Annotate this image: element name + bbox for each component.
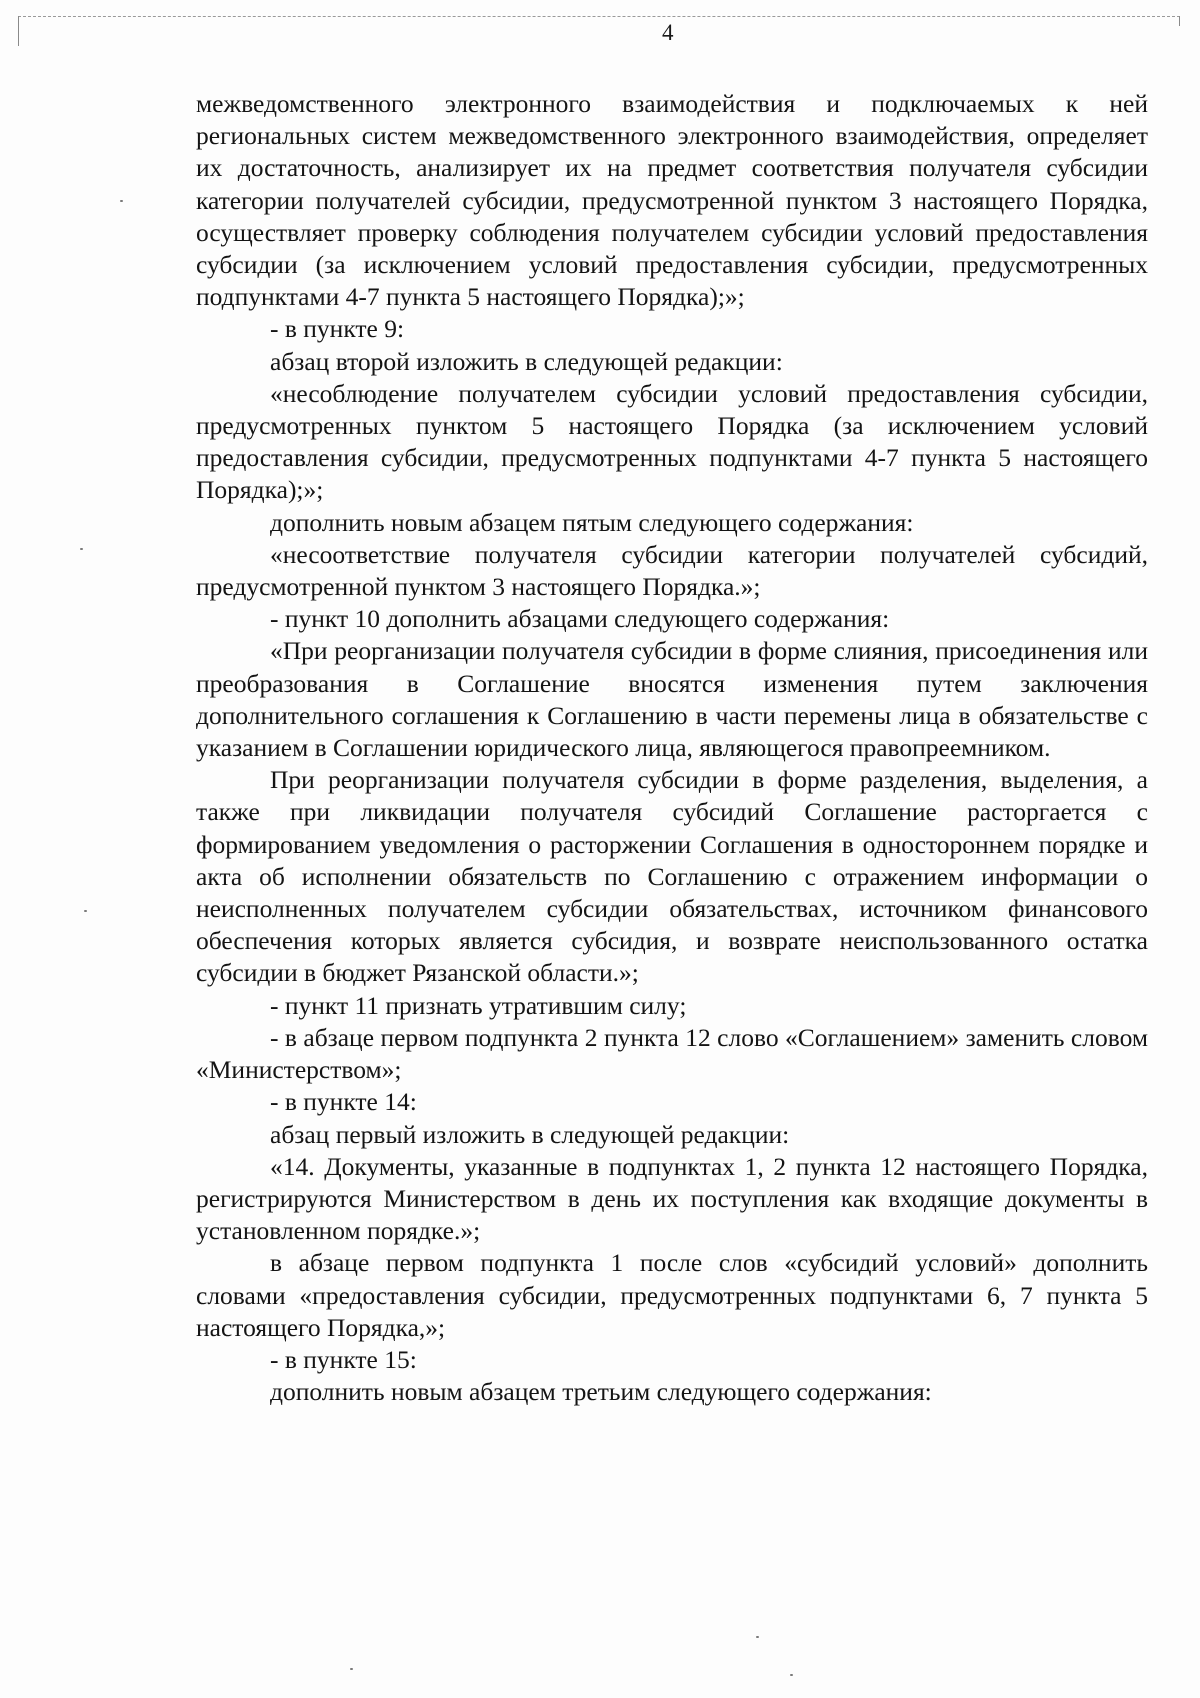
paragraph: «14. Документы, указанные в подпунктах 1, 2 пункта 12 настоящего Порядка, регистрируются Министерством в день их поступления как входящие документы в установленном порядке.»; [196, 1151, 1148, 1246]
scan-right-edge [1179, 16, 1180, 26]
scan-speck [756, 1636, 759, 1638]
scan-speck [80, 548, 83, 550]
paragraph: - в абзаце первом подпункта 2 пункта 12 слово «Соглашением» заменить словом «Министерством»; [196, 1022, 1148, 1085]
scan-left-edge [18, 16, 19, 46]
paragraph: «несоблюдение получателем субсидии условий предоставления субсидии, предусмотренных пунктом 5 настоящего Порядка (за исключением условий предоставления субсидии, предусмотренных подпунктами 4-7 пункта 5 настоящего Порядка);»; [196, 378, 1148, 505]
paragraph: - в пункте 14: [270, 1087, 417, 1117]
paragraph: - пункт 10 дополнить абзацами следующего содержания: [270, 604, 890, 634]
paragraph: - пункт 11 признать утратившим силу; [270, 990, 687, 1020]
paragraph: «При реорганизации получателя субсидии в форме слияния, присоединения или преобразования в Соглашение вносятся изменения путем заключения дополнительного соглашения к Соглашению в части перемены лица в обязательстве с указанием в Соглашении юридического лица, являющегося правопреемником. [196, 636, 1148, 763]
paragraph: абзац первый изложить в следующей редакции: [270, 1119, 790, 1149]
paragraph: в абзаце первом подпункта 1 после слов «субсидий условий» дополнить словами «предоставления субсидии, предусмотренных подпунктами 6, 7 пункта 5 настоящего Порядка,»; [196, 1248, 1148, 1342]
paragraph: межведомственного электронного взаимодействия и подключаемых к ней региональных систем межведомственного электронного взаимодействия, определяет их достаточность, анализирует их на предмет соответствия получателя субсидии категории получателей субсидии, предусмотренной пунктом 3 настоящего Порядка, осуществляет проверку соблюдения получателем субсидии условий предоставления субсидии (за исключением условий предоставления субсидии, предусмотренных подпунктами 4-7 пункта 5 настоящего Порядка);»; [196, 89, 1148, 312]
scan-speck [350, 1668, 353, 1670]
document-body [196, 88, 1148, 1408]
scan-speck [84, 910, 87, 912]
scan-speck [120, 200, 123, 202]
paragraph: При реорганизации получателя субсидии в форме разделения, выделения, а также при ликвидации получателя субсидий Соглашение расторгается с формированием уведомления о расторжении Соглашения в одностороннем порядке и акта об исполнении обязательств по Соглашению с отражением информации о неисполненных получателем субсидии обязательствах, источником финансового обеспечения которых является субсидия, и возврате неиспользованного остатка субсидии в бюджет Рязанской области.»; [196, 765, 1148, 988]
paragraph: абзац второй изложить в следующей редакции: [270, 346, 783, 376]
paragraph: - в пункте 9: [270, 314, 405, 344]
paragraph: дополнить новым абзацем пятым следующего содержания: [270, 507, 914, 537]
page-number: 4 [662, 20, 674, 45]
scan-top-edge [18, 16, 1180, 17]
paragraph: «несоответствие получателя субсидии категории получателей субсидий, предусмотренной пунктом 3 настоящего Порядка.»; [196, 539, 1148, 602]
paragraph: дополнить новым абзацем третьим следующего содержания: [270, 1377, 932, 1407]
paragraph: - в пункте 15: [270, 1344, 417, 1374]
scan-speck [790, 1674, 793, 1676]
